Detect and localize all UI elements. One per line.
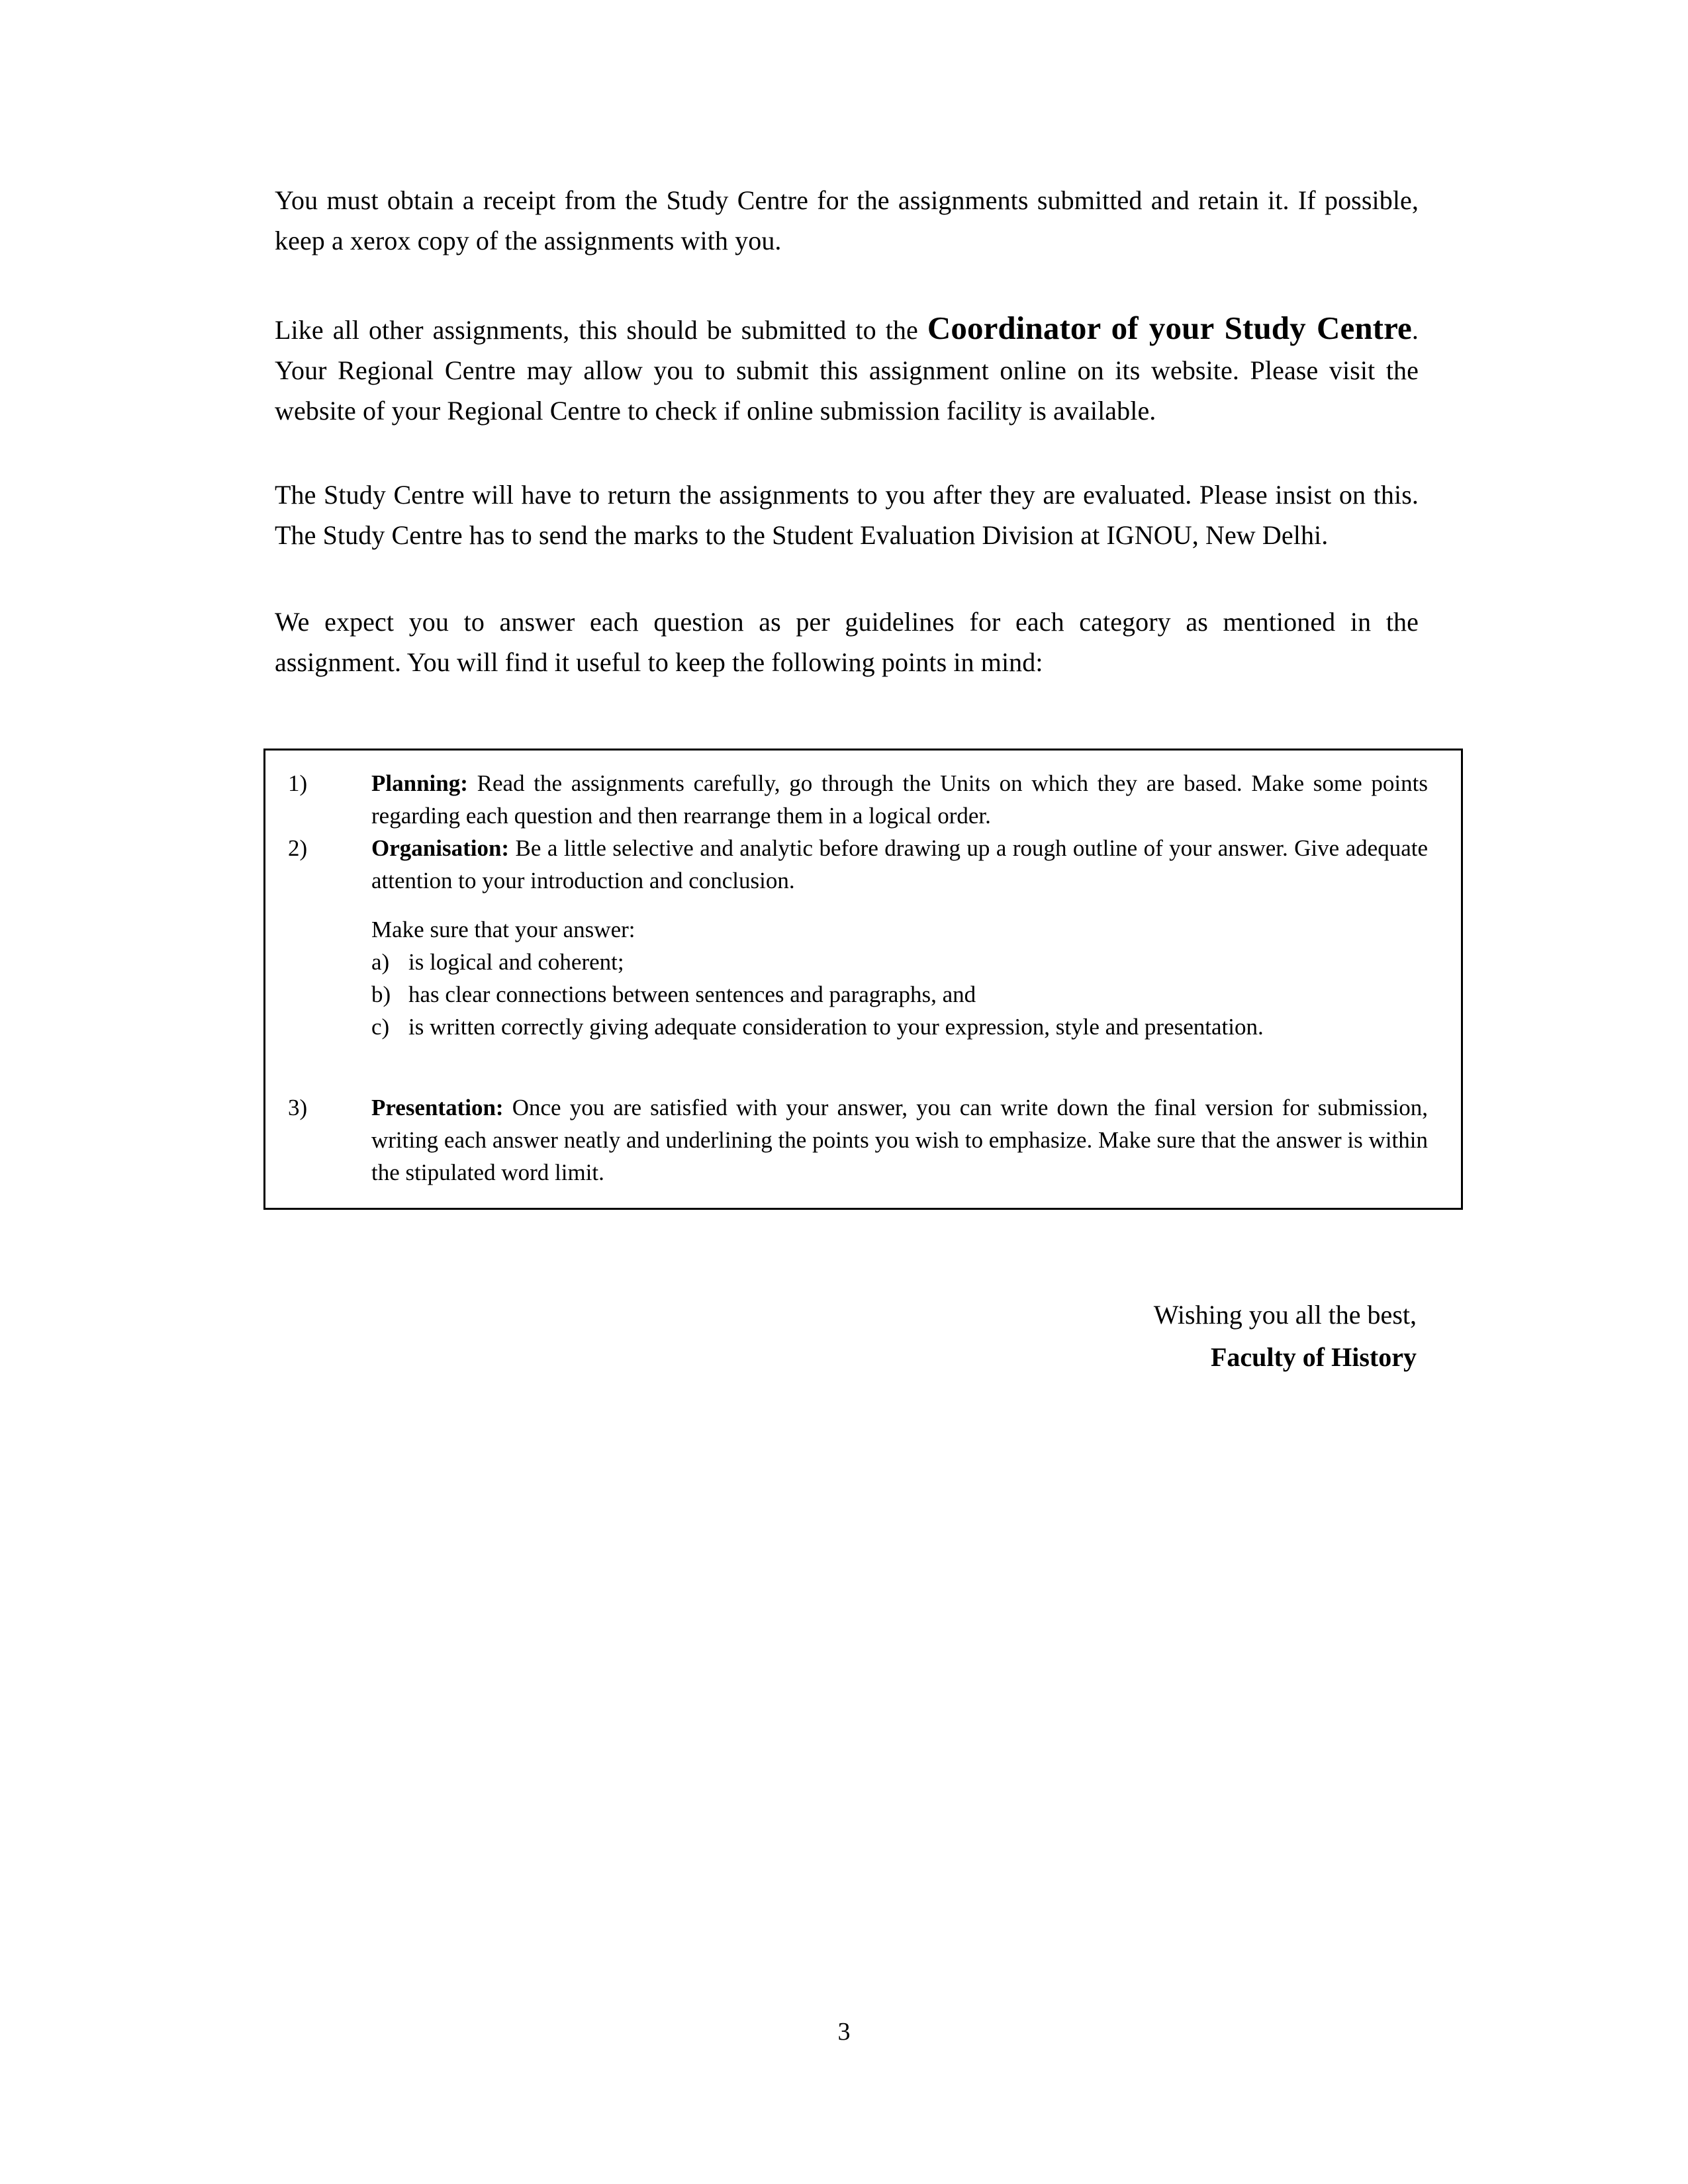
submission-paragraph bbox=[275, 308, 1419, 431]
coordinator-emphasis: Coordinator of your Study Centre bbox=[927, 310, 1412, 346]
guideline-marker: 2) bbox=[288, 835, 308, 861]
guideline-label: Presentation: bbox=[371, 1095, 504, 1120]
guidelines-box-inner bbox=[265, 751, 1461, 1208]
guideline-marker: 3) bbox=[288, 1095, 308, 1120]
submission-paragraph-tail: . Your Regional Centre may allow you to submit this assignment online on its website. Please visit the website of your Regional Centre to check if online submission facility is available. bbox=[275, 315, 1419, 426]
guideline-detail: Once you are satisfied with your answer, you can write down the final version for submission, writing each answer neatly and underlining the points you wish to emphasize. Make sure that the answer is within the stipulated word limit. bbox=[371, 1095, 1428, 1185]
sub-list-intro: Make sure that your answer: bbox=[371, 917, 635, 942]
paragraph-spacer bbox=[275, 431, 1419, 475]
page-number: 3 bbox=[837, 2018, 851, 2046]
sub-list-marker: b) bbox=[371, 981, 391, 1007]
sub-list-text: is logical and coherent; bbox=[408, 949, 624, 975]
return-paragraph: The Study Centre will have to return the assignments to you after they are evaluated. Please insist on this. The Study Centre has to send the marks to the Student Evaluation Division at IGNOU, New Delhi. bbox=[275, 480, 1419, 550]
paragraph-spacer bbox=[275, 555, 1419, 602]
closing-line-signature: Faculty of History bbox=[1210, 1342, 1417, 1372]
closing-block bbox=[662, 1294, 1417, 1379]
body-text-column bbox=[275, 180, 1419, 682]
guidelines-intro-paragraph: We expect you to answer each question as per guidelines for each category as mentioned in the assignment. You will find it useful to keep the following points in mind: bbox=[275, 607, 1419, 677]
guideline-label: Planning: bbox=[371, 770, 468, 796]
guideline-text bbox=[371, 1091, 1428, 1189]
guideline-detail: Read the assignments carefully, go through the Units on which they are based. Make some points regarding each question and then rearrange them in a logical order. bbox=[371, 770, 1428, 829]
sub-list-text: has clear connections between sentences and paragraphs, and bbox=[408, 981, 976, 1007]
guideline-text bbox=[371, 767, 1428, 832]
sub-list-text: is written correctly giving adequate consideration to your expression, style and presentation. bbox=[408, 1014, 1264, 1040]
receipt-paragraph: You must obtain a receipt from the Study Centre for the assignments submitted and retain it. If possible, keep a xerox copy of the assignments with you. bbox=[275, 185, 1419, 255]
sub-list-marker: a) bbox=[371, 949, 390, 975]
guideline-label: Organisation: bbox=[371, 835, 510, 861]
closing-line-wishes: Wishing you all the best, bbox=[1153, 1300, 1417, 1330]
guidelines-box bbox=[263, 749, 1463, 1210]
submission-paragraph-lead: Like all other assignments, this should be submitted to the bbox=[275, 315, 927, 345]
guideline-text bbox=[371, 832, 1428, 897]
paragraph-spacer bbox=[275, 261, 1419, 308]
sub-list-marker: c) bbox=[371, 1014, 390, 1040]
guideline-detail: Be a little selective and analytic before drawing up a rough outline of your answer. Give adequate attention to your introduction and conclusion. bbox=[371, 835, 1428, 893]
guideline-marker: 1) bbox=[288, 770, 308, 796]
